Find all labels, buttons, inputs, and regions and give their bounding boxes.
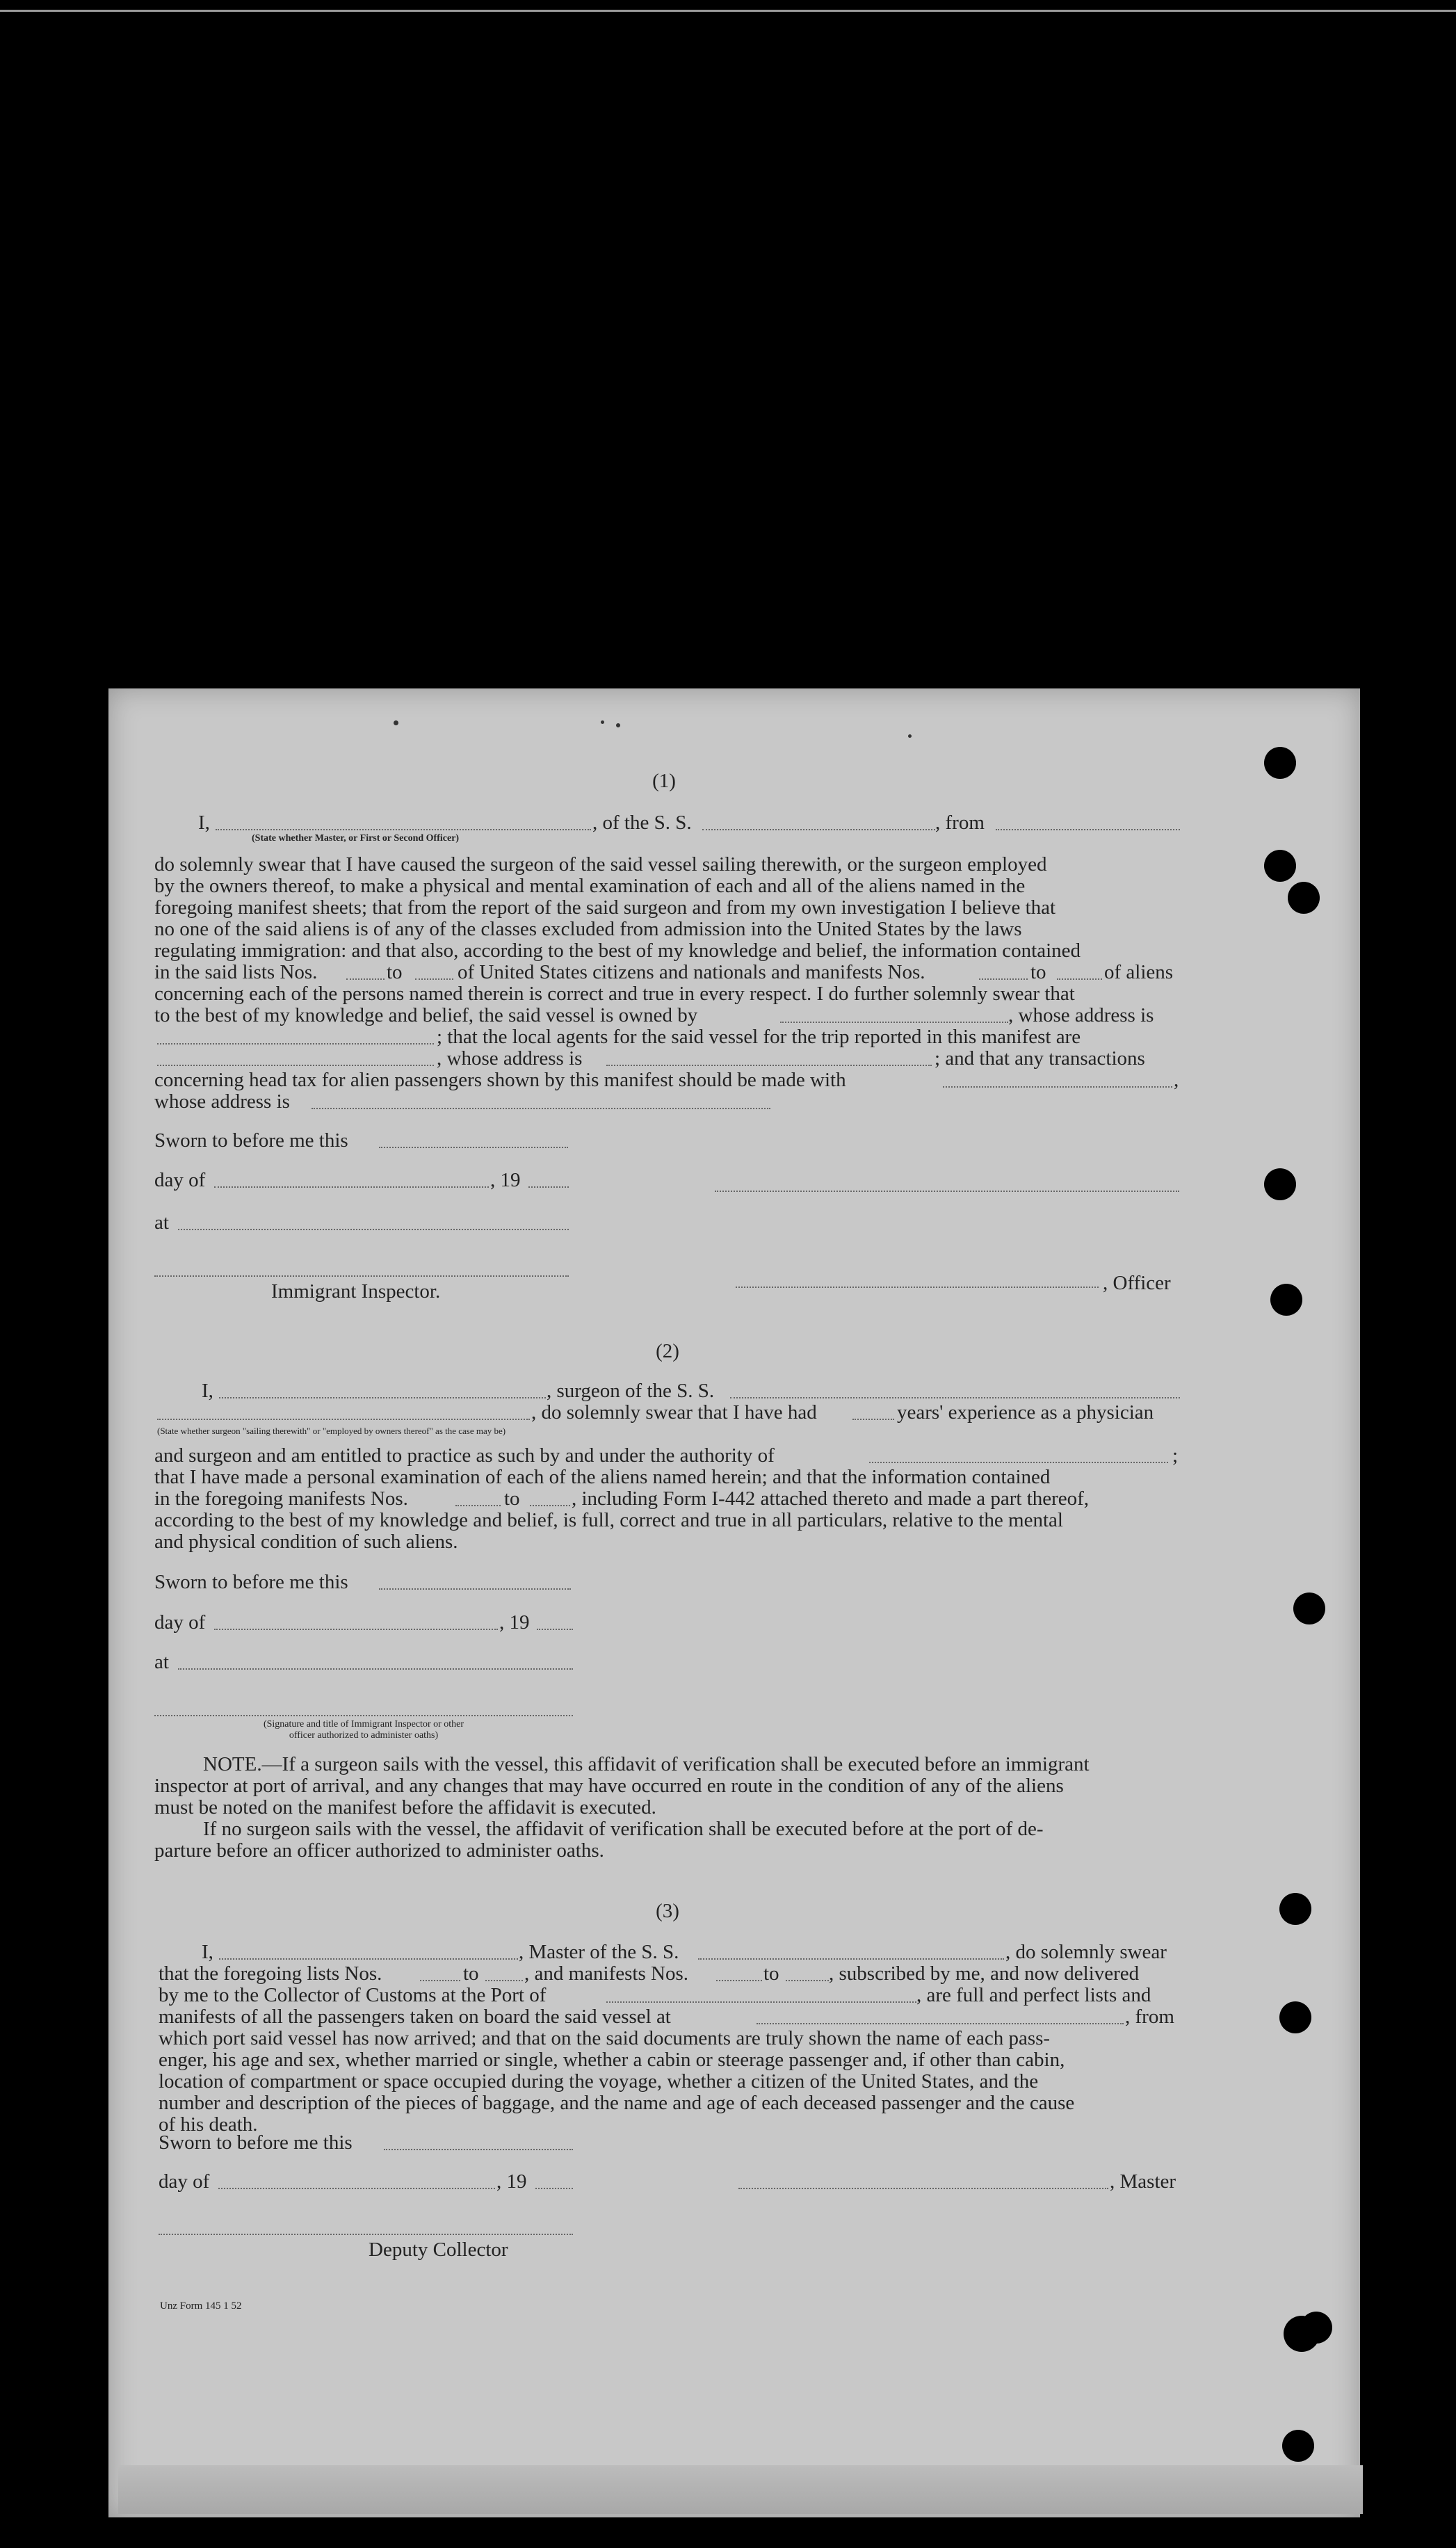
- s2-years-blank[interactable]: [852, 1419, 894, 1420]
- punch-hole: [1300, 2312, 1332, 2344]
- s2-manifests-to-blank[interactable]: [530, 1505, 570, 1506]
- s3-line: enger, his age and sex, whether married or single, whether a cabin or steerage passenger and, if other than cabin,: [159, 2049, 1065, 2071]
- punch-hole: [1264, 850, 1296, 882]
- s1-from: , from: [935, 812, 985, 834]
- s3-master-name-blank[interactable]: [219, 1958, 518, 1960]
- s2-i: I,: [202, 1380, 213, 1402]
- s2-manifests: in the foregoing manifests Nos.: [154, 1487, 408, 1510]
- s1-day-of: day of: [154, 1169, 206, 1191]
- note-line: If no surgeon sails with the vessel, the affidavit of verification shall be executed before at the port of de-: [203, 1818, 1044, 1840]
- s3-master-signature-blank[interactable]: [738, 2188, 1108, 2189]
- s2-semicolon: ;: [1172, 1444, 1179, 1467]
- s2-note2-paragraph: [154, 1819, 1180, 1840]
- form-number: Unz Form 145 1 52: [160, 2300, 242, 2312]
- s3-from: , from: [1125, 2006, 1174, 2028]
- s3-manifests-to-blank[interactable]: [786, 1980, 829, 1981]
- s1-of-aliens: of aliens: [1104, 961, 1174, 983]
- s2-note2-line-2: parture before an officer authorized to administer oaths.: [154, 1839, 604, 1862]
- s2-year-blank[interactable]: [537, 1629, 573, 1630]
- s1-lists-to-blank[interactable]: [415, 978, 453, 980]
- s1-line: foregoing manifest sheets; that from the report of the said surgeon and from my own investigation I believe that: [154, 896, 1056, 919]
- punch-hole: [1270, 1284, 1302, 1316]
- s1-whose-address-2: whose address is: [154, 1090, 290, 1113]
- s2-line2: [154, 1467, 1180, 1488]
- s2-status-blank[interactable]: [157, 1419, 530, 1420]
- s1-signature-blank[interactable]: [715, 1191, 1179, 1192]
- s1-agents-address: , whose address is: [437, 1047, 583, 1070]
- s1-line: do solemnly swear that I have caused the surgeon of the said vessel sailing therewith, or the surgeon employed: [154, 853, 1047, 876]
- punch-hole: [1279, 2001, 1311, 2033]
- s1-of-ss: , of the S. S.: [592, 812, 692, 834]
- s2-authority: and surgeon and am entitled to practice as such by and under the authority of: [154, 1444, 775, 1467]
- s1-officer-note: (State whether Master, or First or Second Officer): [252, 833, 460, 844]
- s2-lines: [154, 1510, 1180, 1531]
- s1-year: , 19: [490, 1169, 521, 1191]
- s2-swear: , do solemnly swear that I have had: [531, 1401, 817, 1424]
- s3-master-of: , Master of the S. S.: [519, 1941, 679, 1963]
- s3-day-of: day of: [159, 2170, 210, 2193]
- s1-day-blank[interactable]: [214, 1186, 489, 1188]
- s2-line: according to the best of my knowledge and belief, is full, correct and true in all particulars, relative to the mental: [154, 1509, 1063, 1531]
- s3-year-blank[interactable]: [535, 2188, 573, 2189]
- s3-manifests-from-blank[interactable]: [716, 1980, 762, 1981]
- s3-lists: that the foregoing lists Nos.: [159, 1962, 382, 1985]
- s1-citizens-text: of United States citizens and nationals and manifests Nos.: [458, 961, 925, 983]
- s1-agents-blank[interactable]: [157, 1065, 434, 1066]
- s3-to: to: [463, 1962, 479, 1985]
- s3-subscribed: , subscribed by me, and now delivered: [829, 1962, 1140, 1985]
- s1-to: to: [387, 961, 403, 983]
- s1-lists-label: in the said lists Nos.: [154, 961, 318, 983]
- s2-line5: and physical condition of such aliens.: [154, 1531, 458, 1553]
- punch-hole: [1293, 1592, 1325, 1624]
- speck: [394, 720, 398, 725]
- section-3-number: (3): [656, 1900, 679, 1922]
- s1-line: by the owners thereof, to make a physical and mental examination of each and all of the aliens named in the: [154, 875, 1026, 897]
- s1-head-tax: concerning head tax for alien passengers shown by this manifest should be made with: [154, 1069, 846, 1091]
- speck: [601, 720, 604, 724]
- s2-surgeon-of: , surgeon of the S. S.: [547, 1380, 715, 1402]
- s2-line: that I have made a personal examination of each of the aliens named herein; and that the information contained: [154, 1466, 1051, 1488]
- s2-year: , 19: [499, 1611, 530, 1634]
- s3-deputy-label: Deputy Collector: [369, 2239, 508, 2261]
- s3-taken-on-board: manifests of all the passengers taken on board the said vessel at: [159, 2006, 671, 2028]
- s1-inspector-label: Immigrant Inspector.: [271, 1280, 441, 1303]
- s2-surgeon-name-blank[interactable]: [219, 1397, 546, 1398]
- s2-note-paragraph: [154, 1754, 1180, 1797]
- speck: [908, 734, 912, 738]
- s2-sworn: Sworn to before me this: [154, 1571, 348, 1593]
- s2-day-of: day of: [154, 1611, 206, 1634]
- speck: [616, 723, 620, 727]
- punch-hole: [1264, 1168, 1296, 1200]
- punch-hole: [1264, 747, 1296, 779]
- s1-owned-by: to the best of my knowledge and belief, the said vessel is owned by: [154, 1004, 698, 1026]
- s3-perfect: , are full and perfect lists and: [916, 1984, 1151, 2006]
- s1-officer-blank[interactable]: [216, 829, 591, 830]
- s3-port-blank[interactable]: [606, 2001, 916, 2003]
- s3-last-line: of his death.: [159, 2113, 258, 2136]
- s1-to-2: to: [1030, 961, 1046, 983]
- s3-lists-to-blank[interactable]: [485, 1980, 523, 1981]
- s1-line7: [154, 983, 1180, 1005]
- s3-i: I,: [202, 1941, 213, 1963]
- s2-sig-note-1: (Signature and title of Immigrant Inspector or other: [263, 1719, 464, 1729]
- s1-sworn-blank[interactable]: [379, 1147, 568, 1148]
- s3-port: by me to the Collector of Customs at the Port of: [159, 1984, 547, 2006]
- s1-head-tax-address-blank[interactable]: [312, 1108, 770, 1109]
- s1-from-blank[interactable]: [996, 829, 1180, 830]
- s2-signature-blank[interactable]: [154, 1715, 573, 1716]
- s2-vessel-blank[interactable]: [730, 1397, 1180, 1398]
- s1-lists-from-blank[interactable]: [346, 978, 385, 980]
- punch-hole: [1288, 882, 1320, 914]
- s3-embark-port-blank[interactable]: [757, 2023, 1124, 2024]
- s1-agents-address-blank[interactable]: [606, 1065, 932, 1066]
- s2-day-blank[interactable]: [214, 1629, 498, 1630]
- s1-at-blank[interactable]: [178, 1229, 569, 1230]
- s1-whose-address: , whose address is: [1008, 1004, 1154, 1026]
- s3-paragraph: [159, 2028, 1184, 2114]
- s3-swear: , do solemnly swear: [1005, 1941, 1167, 1963]
- s3-line: location of compartment or space occupied during the voyage, whether a citizen of the United States, and the: [159, 2070, 1039, 2093]
- s1-year-blank[interactable]: [528, 1186, 569, 1188]
- s2-status-note: (State whether surgeon "sailing therewith" or "employed by owners thereof" as the case may be): [157, 1426, 506, 1436]
- s1-vessel-blank[interactable]: [702, 829, 935, 830]
- s1-line: concerning each of the persons named therein is correct and true in every respect. I do further solemnly swear that: [154, 983, 1075, 1005]
- s2-sig-note-2: officer authorized to administer oaths): [289, 1730, 439, 1741]
- s2-form: , including Form I-442 attached thereto and made a part thereof,: [572, 1487, 1090, 1510]
- s3-manifests: , and manifests Nos.: [524, 1962, 688, 1985]
- s3-line: number and description of the pieces of baggage, and the name and age of each deceased passenger and the cause: [159, 2092, 1075, 2114]
- s3-deputy-blank[interactable]: [159, 2234, 573, 2235]
- s1-officer-label: , Officer: [1103, 1272, 1171, 1294]
- s2-at-blank[interactable]: [178, 1668, 573, 1670]
- s2-to: to: [504, 1487, 520, 1510]
- s3-master-label: , Master: [1110, 2170, 1176, 2193]
- s1-agents-text: ; that the local agents for the said vessel for the trip reported in this manifest are: [437, 1026, 1081, 1048]
- s3-sworn: Sworn to before me this: [159, 2131, 353, 2154]
- s1-inspector-blank[interactable]: [154, 1275, 569, 1277]
- s3-lists-from-blank[interactable]: [420, 1980, 460, 1981]
- s2-experience: years' experience as a physician: [897, 1401, 1154, 1424]
- s3-sworn-blank[interactable]: [384, 2149, 573, 2150]
- s1-manifests-from-blank[interactable]: [979, 978, 1028, 980]
- s1-owner-address-blank[interactable]: [157, 1043, 434, 1045]
- punch-hole: [1279, 1893, 1311, 1925]
- s1-officer-blank-2[interactable]: [736, 1287, 1099, 1288]
- film-edge-line: [0, 10, 1456, 12]
- s3-vessel-blank[interactable]: [698, 1958, 1004, 1960]
- s1-sworn: Sworn to before me this: [154, 1129, 348, 1152]
- s1-manifests-to-blank[interactable]: [1057, 978, 1102, 980]
- s1-owner-blank[interactable]: [780, 1022, 1008, 1023]
- s3-year: , 19: [496, 2170, 527, 2193]
- s3-to-2: to: [763, 1962, 779, 1985]
- note-line: inspector at port of arrival, and any changes that may have occurred en route in the condition of any of the aliens: [154, 1775, 1064, 1797]
- s2-note-line-3: must be noted on the manifest before the affidavit is executed.: [154, 1796, 656, 1819]
- s1-comma: ,: [1174, 1069, 1179, 1091]
- s2-authority-blank[interactable]: [869, 1462, 1168, 1463]
- s1-at: at: [154, 1211, 169, 1234]
- punch-hole: [1282, 2430, 1314, 2462]
- s2-sworn-blank[interactable]: [379, 1588, 571, 1590]
- s1-i: I,: [198, 812, 210, 834]
- s3-day-blank[interactable]: [218, 2188, 495, 2189]
- s1-line: no one of the said aliens is of any of the classes excluded from admission into the United States by the laws: [154, 918, 1022, 940]
- s2-manifests-from-blank[interactable]: [455, 1505, 501, 1506]
- s1-line: regulating immigration: and that also, according to the best of my knowledge and belief, the information contained: [154, 940, 1081, 962]
- s1-head-tax-blank[interactable]: [943, 1086, 1172, 1088]
- s2-at: at: [154, 1651, 169, 1673]
- section-1-number: (1): [652, 770, 676, 792]
- note-line: NOTE.—If a surgeon sails with the vessel, this affidavit of verification shall be executed before an immigrant: [203, 1753, 1090, 1775]
- s1-transactions: ; and that any transactions: [935, 1047, 1145, 1070]
- s3-line: which port said vessel has now arrived; and that on the said documents are truly shown the name of each pass-: [159, 2027, 1051, 2049]
- sheet-bottom-edge: [118, 2465, 1363, 2514]
- s1-oath-paragraph: [154, 854, 1180, 962]
- section-2-number: (2): [656, 1340, 679, 1362]
